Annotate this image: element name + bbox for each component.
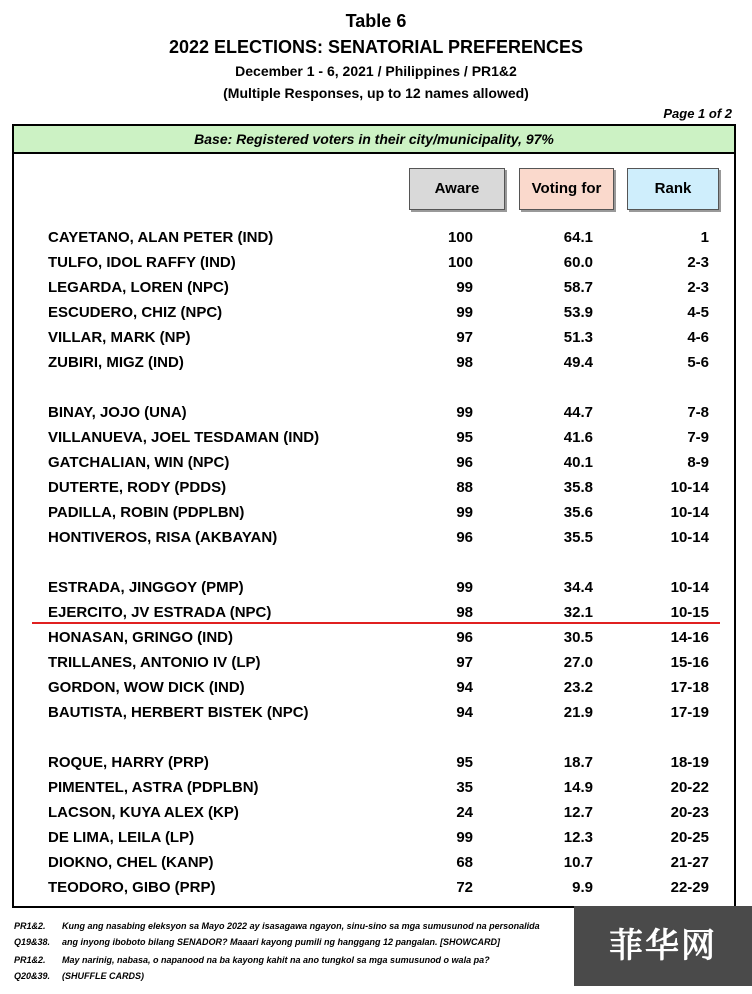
- voting-for-value: 12.7: [563, 804, 593, 821]
- candidate-name: HONASAN, GRINGO (IND): [48, 629, 233, 646]
- table-row: [14, 575, 734, 600]
- voting-for-value: 18.7: [563, 754, 593, 771]
- rank-value: 5-6: [687, 354, 709, 371]
- footnote-text: (SHUFFLE CARDS): [62, 971, 144, 981]
- table-row: [14, 400, 734, 425]
- footnote-text: May narinig, nabasa, o napanood na ba kayong kahit na ano tungkol sa mga sumusunod o wala pa?: [62, 955, 490, 965]
- rank-value: 10-14: [670, 529, 709, 546]
- rank-value: 4-5: [687, 304, 709, 321]
- rank-value: 17-19: [670, 704, 709, 721]
- candidate-name: ESTRADA, JINGGOY (PMP): [48, 579, 244, 596]
- rank-value: 14-16: [670, 629, 709, 646]
- aware-value: 68: [456, 854, 473, 871]
- candidate-name: ROQUE, HARRY (PRP): [48, 754, 209, 771]
- voting-for-value: 41.6: [563, 429, 593, 446]
- aware-value: 94: [456, 679, 473, 696]
- footnote-line: [14, 955, 490, 965]
- footnote-code: PR1&2.: [14, 955, 46, 965]
- watermark-logo: 菲华网: [574, 906, 752, 986]
- aware-value: 72: [456, 879, 473, 896]
- table-label: Table 6: [345, 11, 407, 31]
- candidate-name: PIMENTEL, ASTRA (PDPLBN): [48, 779, 259, 796]
- table-row: [14, 875, 734, 900]
- voting-for-value: 58.7: [563, 279, 593, 296]
- rank-value: 18-19: [670, 754, 709, 771]
- table-row: [14, 300, 734, 325]
- column-header-voting-for: Voting for: [519, 168, 614, 210]
- voting-for-value: 9.9: [572, 879, 593, 896]
- table-row: [14, 750, 734, 775]
- rank-value: 1: [700, 229, 709, 246]
- table-row: [14, 500, 734, 525]
- candidate-name: DUTERTE, RODY (PDDS): [48, 479, 227, 496]
- results-table: [12, 124, 736, 908]
- page-number: Page 1 of 2: [663, 106, 732, 121]
- rank-value: 22-29: [670, 879, 709, 896]
- aware-value: 35: [456, 779, 473, 796]
- voting-for-value: 14.9: [563, 779, 593, 796]
- rank-value: 2-3: [687, 279, 709, 296]
- footnote-line: [14, 937, 500, 947]
- table-row: [14, 775, 734, 800]
- base-banner: Base: Registered voters in their city/municipality, 97%: [14, 126, 734, 154]
- aware-value: 100: [447, 254, 473, 271]
- aware-value: 99: [456, 829, 473, 846]
- aware-value: 97: [456, 654, 473, 671]
- candidate-name: PADILLA, ROBIN (PDPLBN): [48, 504, 245, 521]
- rank-value: 15-16: [670, 654, 709, 671]
- voting-for-value: 35.8: [563, 479, 593, 496]
- footnote-text: ang inyong iboboto bilang SENADOR? Maaari kayong pumili ng hanggang 12 pangalan. [SHOWCARD]: [62, 937, 501, 947]
- table-row: [14, 225, 734, 250]
- aware-value: 94: [456, 704, 473, 721]
- aware-value: 100: [447, 229, 473, 246]
- voting-for-value: 30.5: [563, 629, 593, 646]
- candidate-name: ESCUDERO, CHIZ (NPC): [48, 304, 223, 321]
- aware-value: 88: [456, 479, 473, 496]
- rank-value: 7-9: [687, 429, 709, 446]
- aware-value: 98: [456, 604, 473, 621]
- table-row: [14, 525, 734, 550]
- page-subtitle: December 1 - 6, 2021 / Philippines / PR1&2: [235, 63, 517, 79]
- candidate-name: TULFO, IDOL RAFFY (IND): [48, 254, 236, 271]
- aware-value: 24: [456, 804, 473, 821]
- aware-value: 95: [456, 754, 473, 771]
- candidate-name: VILLANUEVA, JOEL TESDAMAN (IND): [48, 429, 320, 446]
- table-row: [14, 450, 734, 475]
- voting-for-value: 64.1: [563, 229, 593, 246]
- candidate-name: HONTIVEROS, RISA (AKBAYAN): [48, 529, 278, 546]
- table-row: [14, 275, 734, 300]
- table-row: [14, 850, 734, 875]
- table-row: [14, 425, 734, 450]
- candidate-name: ZUBIRI, MIGZ (IND): [48, 354, 184, 371]
- table-row: [14, 350, 734, 375]
- table-row: [14, 250, 734, 275]
- table-row: [14, 800, 734, 825]
- candidate-name: DIOKNO, CHEL (KANP): [48, 854, 214, 871]
- voting-for-value: 35.6: [563, 504, 593, 521]
- table-row: [14, 650, 734, 675]
- column-header-rank: Rank: [627, 168, 719, 210]
- rank-value: 4-6: [687, 329, 709, 346]
- candidate-name: LEGARDA, LOREN (NPC): [48, 279, 229, 296]
- candidate-name: EJERCITO, JV ESTRADA (NPC): [48, 604, 272, 621]
- rank-value: 17-18: [670, 679, 709, 696]
- voting-for-value: 23.2: [563, 679, 593, 696]
- voting-for-value: 60.0: [563, 254, 593, 271]
- candidate-name: TRILLANES, ANTONIO IV (LP): [48, 654, 261, 671]
- rank-value: 10-14: [670, 504, 709, 521]
- candidate-name: GATCHALIAN, WIN (NPC): [48, 454, 230, 471]
- rank-value: 7-8: [687, 404, 709, 421]
- table-row: [14, 700, 734, 725]
- aware-value: 99: [456, 404, 473, 421]
- aware-value: 95: [456, 429, 473, 446]
- aware-value: 96: [456, 454, 473, 471]
- aware-value: 98: [456, 354, 473, 371]
- table-row: [14, 675, 734, 700]
- column-header-aware: Aware: [409, 168, 505, 210]
- candidate-name: TEODORO, GIBO (PRP): [48, 879, 216, 896]
- candidate-name: GORDON, WOW DICK (IND): [48, 679, 245, 696]
- voting-for-value: 40.1: [563, 454, 593, 471]
- responses-note: (Multiple Responses, up to 12 names allowed): [223, 85, 529, 101]
- candidate-name: BINAY, JOJO (UNA): [48, 404, 187, 421]
- candidate-name: VILLAR, MARK (NP): [48, 329, 191, 346]
- candidate-name: CAYETANO, ALAN PETER (IND): [48, 229, 274, 246]
- aware-value: 97: [456, 329, 473, 346]
- rank-value: 2-3: [687, 254, 709, 271]
- rank-value: 21-27: [670, 854, 709, 871]
- voting-for-value: 10.7: [563, 854, 593, 871]
- aware-value: 99: [456, 579, 473, 596]
- table-row: [14, 625, 734, 650]
- page-title: 2022 ELECTIONS: SENATORIAL PREFERENCES: [168, 37, 584, 57]
- table-row: [14, 475, 734, 500]
- aware-value: 99: [456, 279, 473, 296]
- voting-for-value: 51.3: [563, 329, 593, 346]
- voting-for-value: 35.5: [563, 529, 593, 546]
- voting-for-value: 27.0: [563, 654, 593, 671]
- voting-for-value: 34.4: [563, 579, 593, 596]
- rank-value: 8-9: [687, 454, 709, 471]
- voting-for-value: 32.1: [563, 604, 593, 621]
- voting-for-value: 44.7: [563, 404, 593, 421]
- table-row: [14, 825, 734, 850]
- rank-value: 10-15: [670, 604, 709, 621]
- voting-for-value: 12.3: [563, 829, 593, 846]
- voting-for-value: 21.9: [563, 704, 593, 721]
- footnote-line: [14, 921, 540, 931]
- footnote-line: [14, 971, 144, 981]
- rank-value: 20-23: [670, 804, 709, 821]
- footnote-code: Q20&39.: [14, 971, 51, 981]
- rank-value: 20-25: [670, 829, 709, 846]
- footnote-code: PR1&2.: [14, 921, 46, 931]
- aware-value: 96: [456, 529, 473, 546]
- candidate-name: DE LIMA, LEILA (LP): [48, 829, 195, 846]
- footnote-code: Q19&38.: [14, 937, 51, 947]
- aware-value: 99: [456, 504, 473, 521]
- candidate-name: BAUTISTA, HERBERT BISTEK (NPC): [48, 704, 309, 721]
- footnote-text: Kung ang nasabing eleksyon sa Mayo 2022 ay isasagawa ngayon, sinu-sino sa mga sumusunod na personalida: [62, 921, 540, 931]
- rank-value: 10-14: [670, 579, 709, 596]
- rank-value: 10-14: [670, 479, 709, 496]
- rank-value: 20-22: [670, 779, 709, 796]
- candidate-name: LACSON, KUYA ALEX (KP): [48, 804, 239, 821]
- aware-value: 96: [456, 629, 473, 646]
- table-row: [14, 325, 734, 350]
- voting-for-value: 53.9: [563, 304, 593, 321]
- cutoff-line: [32, 622, 720, 624]
- aware-value: 99: [456, 304, 473, 321]
- voting-for-value: 49.4: [563, 354, 593, 371]
